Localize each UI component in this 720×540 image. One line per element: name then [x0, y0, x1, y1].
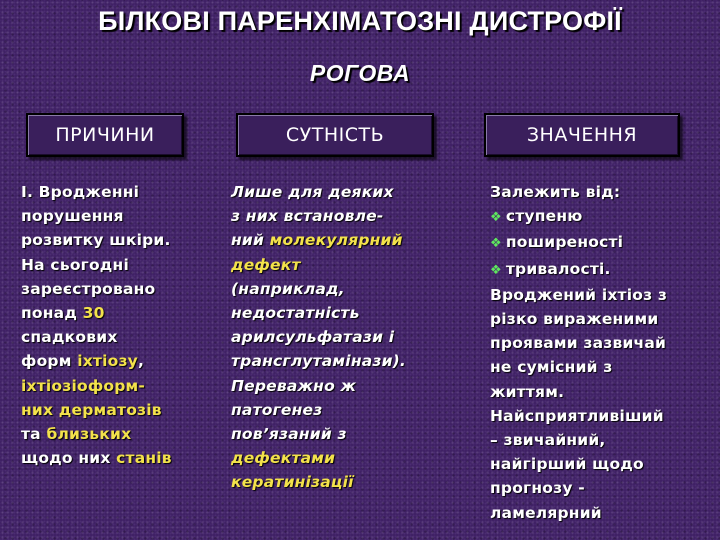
highlighted-text: кератинізації	[231, 473, 354, 492]
text-line	[231, 398, 406, 422]
text-line	[21, 374, 172, 398]
text-segment: порушення	[21, 207, 124, 226]
significance-column	[490, 180, 667, 525]
text-line	[490, 283, 667, 307]
text-line	[21, 180, 172, 204]
text-segment: зареєстровано	[21, 279, 156, 298]
text-line	[231, 422, 406, 446]
text-line	[21, 204, 172, 228]
highlighted-text: дефект	[231, 255, 301, 274]
text-line	[231, 253, 406, 277]
text-segment: з них встановле-	[231, 207, 384, 226]
text-segment: Вроджений іхтіоз з	[490, 285, 668, 304]
text-line	[21, 422, 172, 446]
highlighted-text: них дерматозів	[21, 400, 162, 419]
causes-column	[21, 180, 172, 470]
text-segment: трансглутамінази).	[231, 352, 407, 371]
header-significance-label: ЗНАЧЕННЯ	[526, 124, 638, 146]
text-segment: проявами зазвичай	[490, 334, 667, 353]
diamond-bullet-icon: ❖	[490, 210, 502, 226]
text-line	[231, 277, 406, 301]
text-segment: арилсульфатази і	[231, 328, 395, 347]
diamond-bullet-icon: ❖	[490, 236, 502, 252]
text-line	[490, 380, 667, 404]
header-causes-label: ПРИЧИНИ	[55, 124, 155, 146]
text-segment: форм	[21, 352, 78, 371]
text-segment: пов’язаний з	[231, 425, 347, 444]
diamond-bullet-icon: ❖	[490, 262, 502, 278]
highlighted-text: дефектами	[231, 449, 336, 468]
text-segment: Лише для деяких	[231, 183, 394, 201]
text-segment: щодо них	[21, 449, 117, 468]
text-segment: життям.	[490, 382, 565, 401]
text-segment: ний	[231, 231, 270, 250]
text-line	[21, 398, 172, 422]
text-line	[21, 277, 172, 301]
text-segment: прогнозу -	[490, 479, 585, 498]
text-line	[21, 228, 172, 252]
highlighted-text: 30	[82, 304, 105, 323]
header-significance	[484, 113, 680, 157]
text-segment: Залежить від:	[490, 183, 621, 201]
text-segment: понад	[21, 304, 83, 323]
text-line	[490, 404, 667, 428]
highlighted-text: іхтіозу	[77, 352, 138, 371]
essence-column	[231, 180, 406, 495]
text-line	[490, 307, 667, 331]
text-line	[231, 374, 406, 398]
text-line	[490, 476, 667, 500]
slide-subtitle: РОГОВА	[309, 60, 411, 86]
text-line	[490, 452, 667, 476]
text-line	[231, 180, 406, 204]
highlighted-text: іхтіозіоформ-	[21, 376, 146, 395]
text-line	[21, 253, 172, 277]
header-essence	[236, 113, 434, 157]
highlighted-text: близьких	[46, 425, 132, 444]
highlighted-text: молекулярний	[269, 231, 403, 250]
header-causes	[26, 113, 184, 157]
text-segment: різко вираженими	[490, 310, 659, 329]
text-line	[21, 446, 172, 470]
text-line	[21, 325, 172, 349]
text-line	[21, 349, 172, 373]
text-line	[21, 301, 172, 325]
text-segment: – звичайний,	[490, 431, 606, 450]
text-segment: ,	[137, 352, 145, 371]
text-segment: спадкових	[21, 328, 118, 347]
text-line	[231, 204, 406, 228]
text-line	[490, 230, 667, 256]
text-segment: не сумісний з	[490, 358, 613, 377]
text-line	[490, 331, 667, 355]
text-segment: На сьогодні	[21, 255, 129, 274]
text-line	[490, 501, 667, 525]
text-segment: поширеності	[505, 233, 624, 252]
text-segment: Переважно ж	[231, 376, 357, 395]
header-essence-label: СУТНІСТЬ	[285, 124, 385, 146]
text-segment: розвитку шкіри.	[21, 231, 171, 250]
text-line	[490, 355, 667, 379]
text-segment: патогенез	[231, 400, 323, 419]
highlighted-text: станів	[116, 449, 172, 468]
text-line	[490, 428, 667, 452]
text-segment: І. Вродженні	[21, 183, 140, 201]
text-segment: (наприклад,	[231, 279, 345, 298]
text-line	[231, 301, 406, 325]
text-line	[231, 349, 406, 373]
text-segment: недостатність	[231, 304, 360, 323]
text-line	[490, 257, 667, 283]
text-line	[231, 470, 406, 494]
text-segment: тривалості.	[505, 259, 611, 278]
text-segment: та	[21, 425, 47, 444]
text-line	[231, 228, 406, 252]
text-segment: ламелярний	[490, 503, 602, 522]
text-segment: Найсприятливіший	[490, 406, 664, 425]
text-line	[231, 325, 406, 349]
slide-title: БІЛКОВІ ПАРЕНХІМАТОЗНІ ДИСТРОФІЇ	[98, 6, 622, 36]
text-segment: найгірший щодо	[490, 455, 644, 474]
text-segment: ступеню	[505, 207, 583, 226]
text-line	[490, 180, 667, 204]
text-line	[231, 446, 406, 470]
text-line	[490, 204, 667, 230]
